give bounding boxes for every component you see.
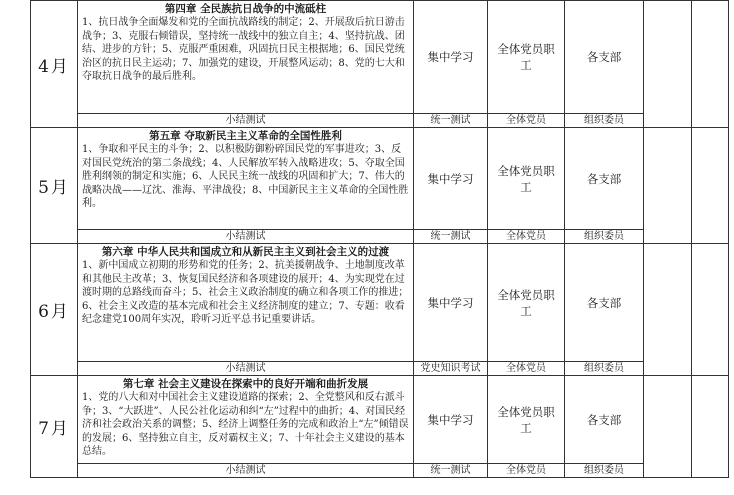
content-cell [78,1,414,114]
blank-cell [644,376,692,478]
summary-organizer: 组织委员 [565,464,644,478]
summary-participants: 全体党员 [488,114,565,128]
content-cell [78,128,414,230]
chapter-title: 第四章 全民族抗日战争的中流砥柱 [164,3,327,15]
summary-label: 小结测试 [78,114,414,128]
summary-label: 小结测试 [78,464,414,478]
participants-text: 全体党员职工 [497,42,555,72]
chapter-content: 1、抗日战争全面爆发和党的全面抗战路线的制定；2、开展敌后抗日游击战争；3、克服右倾错误，坚持统一战线中的独立自主；4、坚持抗战、团结、进步的方针；5、克服严重困难，巩固抗日民主根据地；6、国民党统治区的抗日民主运动；7、加强党的建设，开展整风运动；8、党的七大和夺取抗日战争的最后胜利。 [82,17,405,83]
chapter-content: 1、新中国成立初期的形势和党的任务；2、抗美援朝战争、土地制度改革和其他民主改革；3、恢复国民经济和各项建设的展开；4、为实现党在过渡时期的总路线而奋斗；5、社会主义政治制度的确立和各项工作的推进；6、社会主义改造的基本完成和社会主义经济制度的建立；7、专题：收看纪念建党100周年实况，聆听习近平总书记重要讲话。 [82,260,409,326]
summary-participants: 全体党员 [488,230,565,244]
summary-method: 统一测试 [414,230,488,244]
table-row [31,244,729,362]
table-row [31,1,729,114]
summary-label: 小结测试 [78,230,414,244]
summary-participants: 全体党员 [488,464,565,478]
table-row [31,128,729,230]
summary-organizer: 组织委员 [565,362,644,376]
chapter-content: 1、争取和平民主的斗争；2、以积极防御粉碎国民党的军事进攻；3、反对国民党统治的第二条战线；4、人民解放军转入战略进攻；5、夺取全国胜利纲领的制定和实施；6、人民民主统一战线的巩固和扩大；7、伟大的战略决战——辽沈、淮海、平津战役；8、中国新民主主义革命的全国性胜利。 [82,144,409,210]
method-cell: 集中学习 [414,1,488,114]
chapter-title: 第七章 社会主义建设在探索中的良好开端和曲折发展 [122,378,369,390]
summary-method: 统一测试 [414,114,488,128]
table-row [31,230,729,244]
method-cell: 集中学习 [414,128,488,230]
chapter-title: 第六章 中华人民共和国成立和从新民主主义到社会主义的过渡 [101,246,390,258]
summary-method: 统一测试 [414,464,488,478]
content-cell [78,376,414,464]
study-plan-table [30,0,729,478]
organizer-cell: 各支部 [565,244,644,362]
summary-method: 党史知识考试 [414,362,488,376]
method-cell: 集中学习 [414,244,488,362]
blank-cell [692,244,729,376]
blank-cell [692,376,729,478]
summary-participants: 全体党员 [488,362,565,376]
method-cell: 集中学习 [414,376,488,464]
summary-organizer: 组织委员 [565,114,644,128]
table-row [31,464,729,478]
participants-text: 全体党员职工 [497,163,555,194]
summary-organizer: 组织委员 [565,230,644,244]
participants-cell [488,376,565,464]
participants-text: 全体党员职工 [497,404,555,435]
blank-cell [644,128,692,244]
participants-cell [488,1,565,114]
participants-cell [488,244,565,362]
summary-label: 小结测试 [78,362,414,376]
table-row [31,114,729,128]
organizer-cell: 各支部 [565,376,644,464]
content-cell [78,244,414,362]
blank-cell [692,1,729,128]
chapter-title: 第五章 夺取新民主主义革命的全国性胜利 [149,130,342,142]
participants-text: 全体党员职工 [497,287,555,318]
organizer-cell: 各支部 [565,1,644,114]
blank-cell [692,128,729,244]
participants-cell [488,128,565,230]
month-cell: 4月 [31,1,78,128]
chapter-content: 1、党的八大和对中国社会主义建设道路的探索；2、全党整风和反右派斗争；3、“大跃进”、人民公社化运动和纠“左”过程中的曲折；4、对国民经济和社会政治关系的调整；5、经济上调整任务的完成和政治上“左”倾错误的发展；6、坚持独立自主，反对霸权主义；7、十年社会主义建设的基本总结。 [82,392,409,458]
table-row [31,362,729,376]
organizer-cell: 各支部 [565,128,644,230]
blank-cell [644,244,692,376]
table-row [31,376,729,464]
month-cell: 5月 [31,128,78,244]
blank-cell [644,1,692,128]
month-cell: 6月 [31,244,78,376]
month-cell: 7月 [31,376,78,478]
